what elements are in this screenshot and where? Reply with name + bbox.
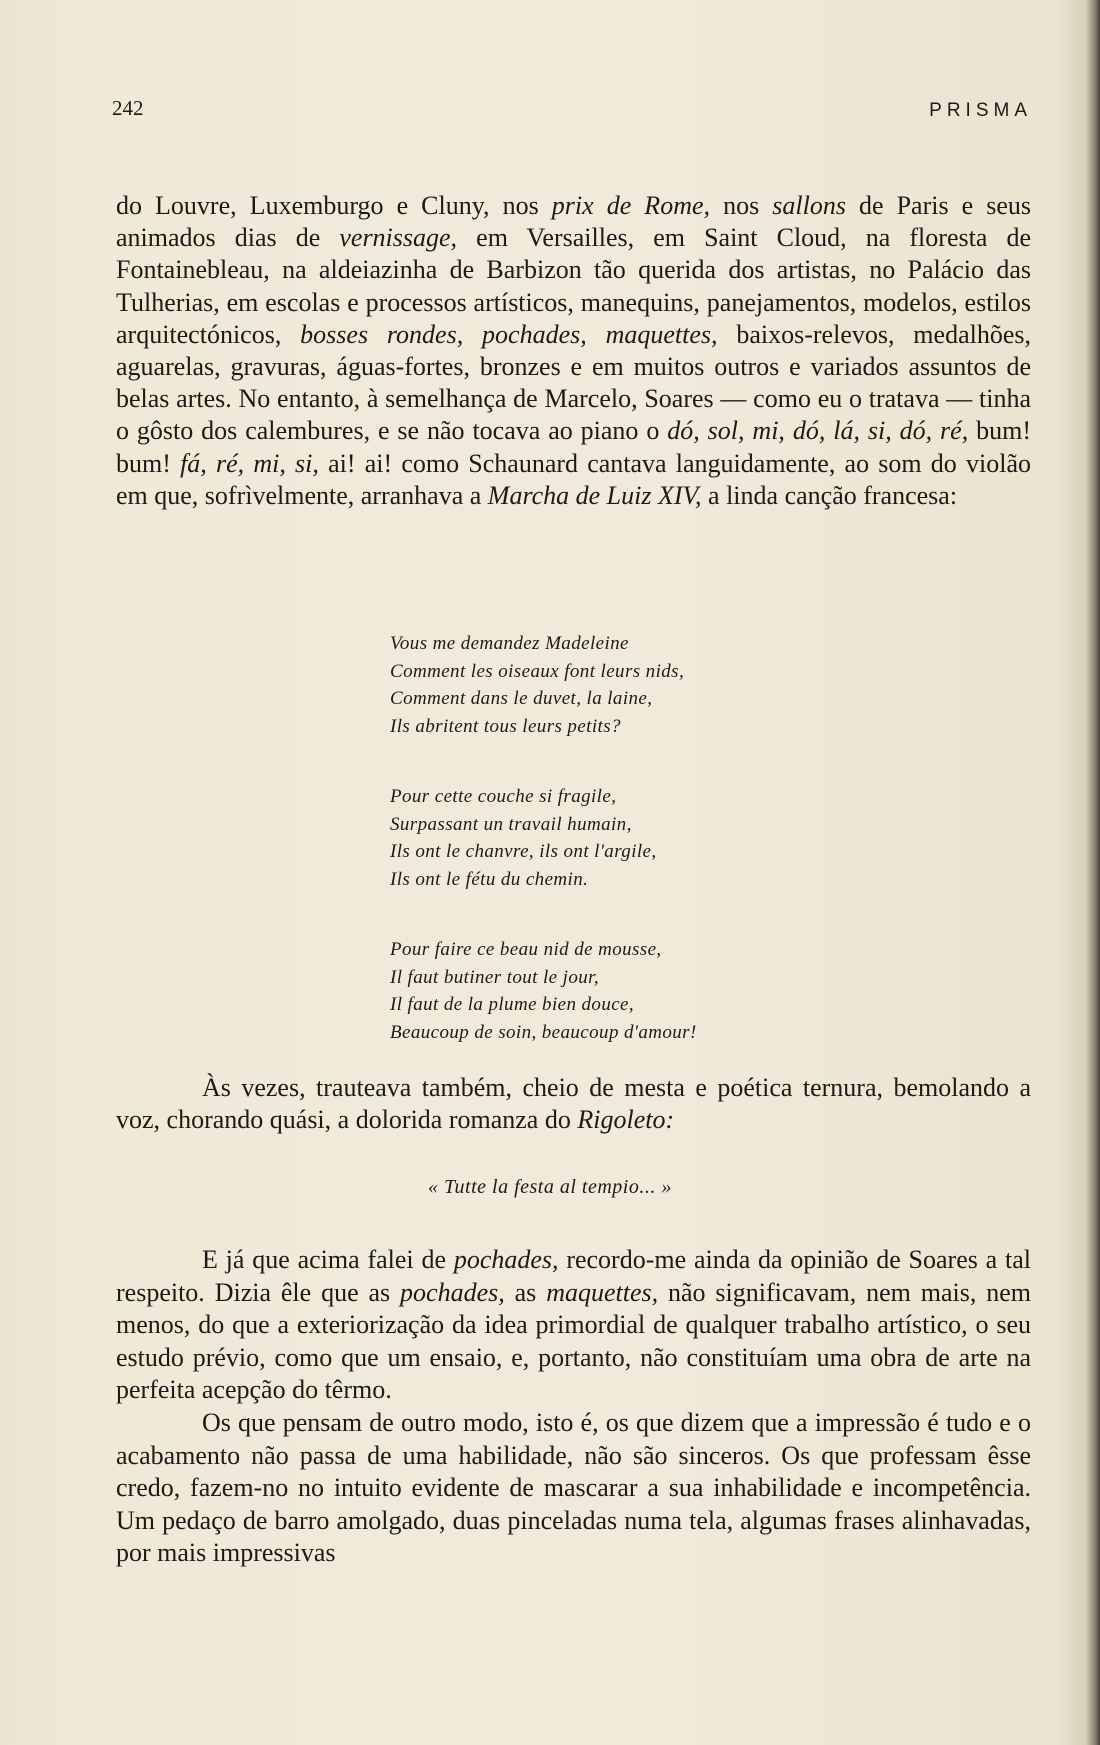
italic-span: prix de Rome, <box>551 191 711 220</box>
poem-line: Pour cette couche si fragile, <box>390 786 617 807</box>
italic-span: Marcha de Luiz XIV, <box>487 480 702 510</box>
paragraph-3-text <box>116 1244 1031 1407</box>
text-span: em Versailles, em Saint Cloud, na floresta de Fontainebleau, na aldeiazinha de Barbizon tão querida dos artistas, no Palácio das Tulherias, em escolas e processos artísticos, manequins, panejamentos, modelos, estilos arquitectónicos, <box>116 223 1031 349</box>
text-span: não significavam, nem mais, nem menos, do que a exteriorização da idea primordial de qualquer trabalho artístico, o seu estudo prévio, como que um ensaio, e, portanto, não constituíam uma obra de arte na perfeita acepção do têrmo. <box>116 1277 1032 1405</box>
paragraph-2-text <box>116 1072 1031 1136</box>
text-span: a linda canção francesa: <box>701 480 958 510</box>
page-header <box>112 96 1032 126</box>
italic-span: dó, sol, mi, dó, lá, si, dó, ré, <box>667 416 969 446</box>
text-span: as <box>504 1277 547 1307</box>
paragraph-1-text <box>116 190 1031 512</box>
paragraph-4-text: Os que pensam de outro modo, isto é, os que dizem que a impressão é tudo e o acabamento não passa de uma habilidade, não são sinceros. Os que professam êsse credo, fazem-no no intuito evidente de mascarar a sua inhabilidade e incompetência. Um pedaço de barro amolgado, duas pinceladas numa tela, algumas frases alinhavadas, por mais impressivas <box>116 1407 1031 1568</box>
italic-span: pochades, <box>453 1245 559 1274</box>
text-span: ai! ai! como Schaunard cantava languidamente, ao som do violão em que, sofrìvelmente, arranhava a <box>116 448 1031 510</box>
italic-span: Rigoleto: <box>577 1105 675 1135</box>
text-span: recordo-me ainda da opinião de Soares a tal respeito. Dizia êle que as <box>116 1245 1031 1307</box>
italic-span: bosses rondes, pochades, maquettes, <box>300 319 718 349</box>
running-title: PRISMA <box>929 100 1032 121</box>
poem-line: Surpassant un travail humain, <box>390 813 632 835</box>
text-span: bum! bum! <box>116 416 1031 478</box>
rigoletto-quote: « Tutte la festa al tempio... » <box>428 1176 672 1198</box>
poem-line: Pour faire ce beau nid de mousse, <box>390 939 662 960</box>
paragraphs-3-4 <box>116 1244 1031 1570</box>
italic-span: sallons <box>772 191 846 220</box>
french-poem <box>390 630 910 1089</box>
text-span: Às vezes, trauteava também, cheio de mesta e poética ternura, bemolando a voz, chorando quási, a dolorida romanza do <box>116 1073 1031 1135</box>
text-span: baixos-relevos, medalhões, aguarelas, gravuras, águas-fortes, bronzes e em muitos outros e variados assuntos de belas artes. No entanto, à semelhança de Marcelo, Soares — como eu o tratava — tinha o gôsto dos calembures, e se não tocava ao piano o <box>116 319 1031 446</box>
paragraph-1 <box>116 190 1031 512</box>
italic-span: fá, ré, mi, si, <box>180 448 319 478</box>
poem-line: Vous me demandez Madeleine <box>390 633 629 654</box>
page-spine-shadow <box>1086 0 1100 1745</box>
poem-line: Comment les oiseaux font leurs nids, <box>390 660 685 682</box>
poem-line: Ils ont le chanvre, ils ont l'argile, <box>390 841 657 862</box>
italic-span: vernissage, <box>339 223 458 253</box>
text-span: de Paris e seus animados dias de <box>116 191 1032 253</box>
text-span: nos <box>710 191 773 220</box>
poem-line: Il faut de la plume bien douce, <box>390 994 635 1015</box>
italic-span: maquettes, <box>546 1277 659 1307</box>
poem-stanza-1 <box>390 630 910 740</box>
poem-line: Beaucoup de soin, beaucoup d'amour! <box>390 1021 697 1043</box>
poem-stanza-2 <box>390 783 910 893</box>
paragraph-2 <box>116 1072 1031 1136</box>
poem-stanza-3 <box>390 936 910 1046</box>
italic-span: pochades, <box>400 1277 505 1307</box>
poem-line: Il faut butiner tout le jour, <box>390 966 599 988</box>
text-span: E já que acima falei de <box>202 1245 454 1274</box>
page-number: 242 <box>112 96 144 120</box>
text-span: do Louvre, Luxemburgo e Cluny, nos <box>116 191 552 220</box>
poem-line: Ils abritent tous leurs petits? <box>390 715 621 737</box>
poem-line: Comment dans le duvet, la laine, <box>390 688 653 709</box>
poem-line: Ils ont le fétu du chemin. <box>390 868 589 890</box>
